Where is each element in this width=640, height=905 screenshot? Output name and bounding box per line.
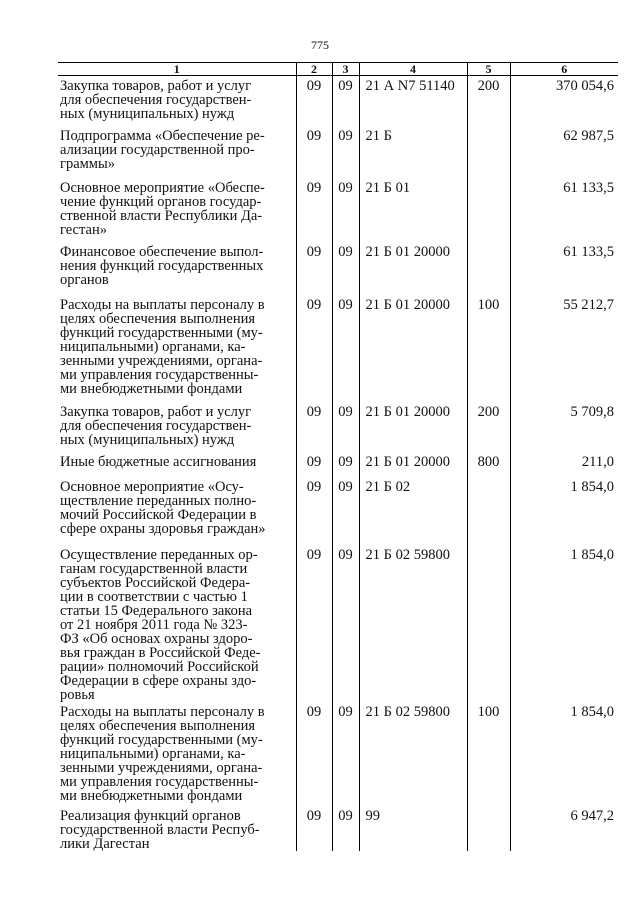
row-section: 09 (296, 295, 332, 402)
row-amount: 1 854,0 (510, 477, 618, 545)
row-name: Иные бюджетные ассигнования (60, 453, 257, 470)
table-row (58, 242, 618, 295)
row-name: Осуществление переданных ор- ганам государственной власти субъектов Российской Федера- ции в соответствии с частью 1 статьи 15 Федерального закона от 21 ноября 2011 года № 323- ФЗ «Об основах охраны здоро- вья граждан в Российской Феде- рации» полномочий Российской Федерации в сфере охраны здо- ровья (60, 546, 261, 703)
column-header-4: 4 (359, 63, 467, 76)
row-expense-type (467, 242, 510, 295)
column-header-5: 5 (467, 63, 510, 76)
row-target-code: 21 Б (359, 126, 467, 178)
row-expense-type (467, 126, 510, 178)
row-target-code: 21 Б 01 20000 (359, 242, 467, 295)
row-expense-type: 800 (467, 452, 510, 477)
row-expense-type (467, 806, 510, 851)
column-header-6: 6 (510, 63, 618, 76)
row-name: Подпрограмма «Обеспечение ре- ализации государственной про- граммы» (60, 127, 265, 172)
page-number: 775 (311, 38, 329, 52)
table-row (58, 402, 618, 452)
row-name: Расходы на выплаты персоналу в целях обеспечения выполнения функций государственными (му- ниципальными) органами, ка- зенными учреждениями, органа- ми управления государственны- ми внебюджетными фондами (60, 296, 265, 397)
row-amount: 5 709,8 (510, 402, 618, 452)
row-subsection: 09 (332, 806, 359, 851)
column-header-2: 2 (296, 63, 332, 76)
table-body (58, 76, 618, 851)
column-header-1: 1 (58, 63, 296, 76)
row-subsection: 09 (332, 295, 359, 402)
row-subsection: 09 (332, 452, 359, 477)
row-section: 09 (296, 242, 332, 295)
row-subsection: 09 (332, 402, 359, 452)
row-amount: 62 987,5 (510, 126, 618, 178)
row-section: 09 (296, 545, 332, 702)
row-amount: 1 854,0 (510, 545, 618, 702)
row-subsection: 09 (332, 545, 359, 702)
row-section: 09 (296, 702, 332, 806)
row-amount: 211,0 (510, 452, 618, 477)
row-section: 09 (296, 178, 332, 242)
row-expense-type: 100 (467, 702, 510, 806)
row-expense-type: 200 (467, 76, 510, 126)
row-section: 09 (296, 76, 332, 126)
table-row (58, 702, 618, 806)
row-expense-type (467, 545, 510, 702)
row-expense-type (467, 477, 510, 545)
table-row (58, 295, 618, 402)
table-row (58, 452, 618, 477)
row-section: 09 (296, 452, 332, 477)
row-name: Закупка товаров, работ и услуг для обеспечения государствен- ных (муниципальных) нужд (60, 78, 252, 122)
column-header-3: 3 (332, 63, 359, 76)
row-expense-type: 200 (467, 402, 510, 452)
row-target-code: 99 (359, 806, 467, 851)
row-amount: 6 947,2 (510, 806, 618, 851)
row-subsection: 09 (332, 178, 359, 242)
row-subsection: 09 (332, 477, 359, 545)
row-target-code: 21 Б 02 59800 (359, 545, 467, 702)
row-expense-type (467, 178, 510, 242)
row-target-code: 21 Б 02 (359, 477, 467, 545)
table-row (58, 545, 618, 702)
row-name: Реализация функций органов государственной власти Респуб- лики Дагестан (60, 807, 260, 852)
row-section: 09 (296, 402, 332, 452)
row-section: 09 (296, 806, 332, 851)
table-header-row (58, 63, 618, 76)
budget-table (58, 62, 618, 851)
row-subsection: 09 (332, 126, 359, 178)
row-target-code: 21 Б 02 59800 (359, 702, 467, 806)
row-subsection: 09 (332, 702, 359, 806)
row-name: Финансовое обеспечение выпол- нения функций государственных органов (60, 243, 264, 288)
row-subsection: 09 (332, 76, 359, 126)
row-target-code: 21 Б 01 20000 (359, 402, 467, 452)
row-section: 09 (296, 477, 332, 545)
table-row (58, 806, 618, 851)
row-name: Основное мероприятие «Обеспе- чение функций органов государ- ственной власти Республики Да- гестан» (60, 179, 265, 238)
row-amount: 55 212,7 (510, 295, 618, 402)
row-amount: 61 133,5 (510, 242, 618, 295)
row-name: Основное мероприятие «Осу- ществление переданных полно- мочий Российской Федерации в сфере охраны здоровья граждан» (60, 478, 266, 537)
row-target-code: 21 А N7 51140 (359, 76, 467, 126)
row-amount: 61 133,5 (510, 178, 618, 242)
row-target-code: 21 Б 01 20000 (359, 295, 467, 402)
row-name: Закупка товаров, работ и услуг для обеспечения государствен- ных (муниципальных) нужд (60, 403, 252, 448)
row-section: 09 (296, 126, 332, 178)
table-row (58, 477, 618, 545)
row-amount: 1 854,0 (510, 702, 618, 806)
row-target-code: 21 Б 01 (359, 178, 467, 242)
row-expense-type: 100 (467, 295, 510, 402)
row-amount: 370 054,6 (510, 76, 618, 126)
table-row (58, 126, 618, 178)
row-subsection: 09 (332, 242, 359, 295)
row-name: Расходы на выплаты персоналу в целях обеспечения выполнения функций государственными (му- ниципальными) органами, ка- зенными учреждениями, органа- ми управления государственны- ми внебюджетными фондами (60, 703, 265, 804)
table-row (58, 178, 618, 242)
row-target-code: 21 Б 01 20000 (359, 452, 467, 477)
table-row (58, 76, 618, 126)
